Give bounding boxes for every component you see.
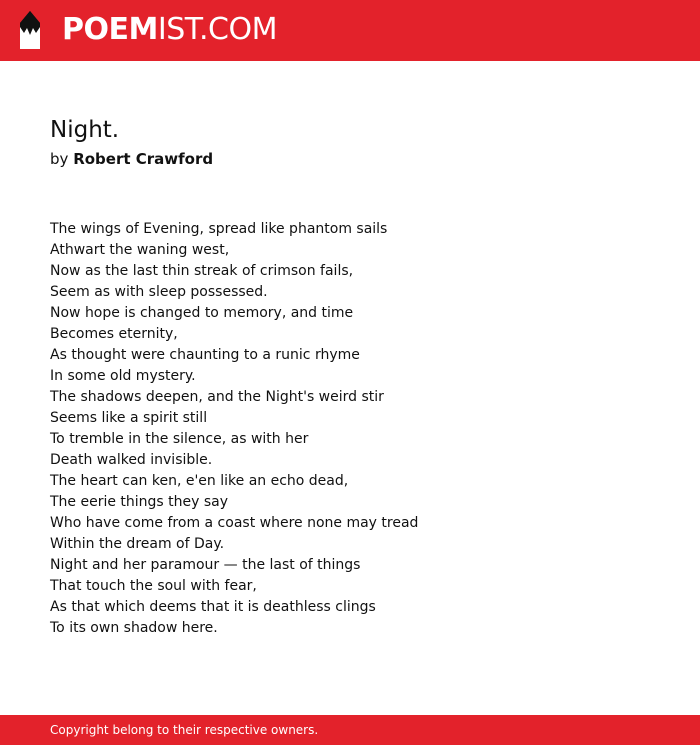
author-name: Robert Crawford — [73, 150, 214, 168]
site-footer — [0, 715, 700, 745]
poem-line: That touch the soul with fear, — [50, 578, 257, 594]
byline-prefix: by — [50, 150, 69, 168]
poem-body — [50, 219, 418, 639]
poem-byline — [50, 149, 213, 169]
poem-line: Who have come from a coast where none may tread — [50, 515, 419, 531]
poem-line: To tremble in the silence, as with her — [50, 431, 309, 447]
poem-line: Now as the last thin streak of crimson fails, — [50, 263, 354, 279]
site-header — [0, 0, 700, 61]
brand-name-bold: POEM — [62, 12, 158, 47]
poem-title: Night. — [50, 117, 120, 143]
poem-line: Athwart the waning west, — [50, 242, 230, 258]
poem-line: The eerie things they say — [50, 494, 229, 510]
poem-line: In some old mystery. — [50, 368, 196, 384]
poem-line: Death walked invisible. — [50, 452, 213, 468]
site-logo-link[interactable] — [62, 12, 277, 48]
poem-line: The wings of Evening, spread like phantom sails — [50, 221, 388, 237]
poem-line: As thought were chaunting to a runic rhyme — [50, 347, 360, 363]
pencil-tip-icon[interactable] — [18, 11, 42, 51]
poem-line: The heart can ken, e'en like an echo dead, — [50, 473, 349, 489]
copyright-text: Copyright belong to their respective owners. — [50, 723, 319, 737]
poem-line: To its own shadow here. — [50, 620, 218, 636]
brand-name-light: IST.COM — [157, 12, 277, 47]
poem-line: Seems like a spirit still — [50, 410, 208, 426]
poem-line: As that which deems that it is deathless clings — [50, 599, 376, 615]
poem-line: Now hope is changed to memory, and time — [50, 305, 354, 321]
poem-line: Within the dream of Day. — [50, 536, 225, 552]
poem-line: Becomes eternity, — [50, 326, 178, 342]
poem-line: Seem as with sleep possessed. — [50, 284, 268, 300]
poem-line: The shadows deepen, and the Night's weird stir — [50, 389, 384, 405]
poem-line: Night and her paramour — the last of things — [50, 557, 361, 573]
